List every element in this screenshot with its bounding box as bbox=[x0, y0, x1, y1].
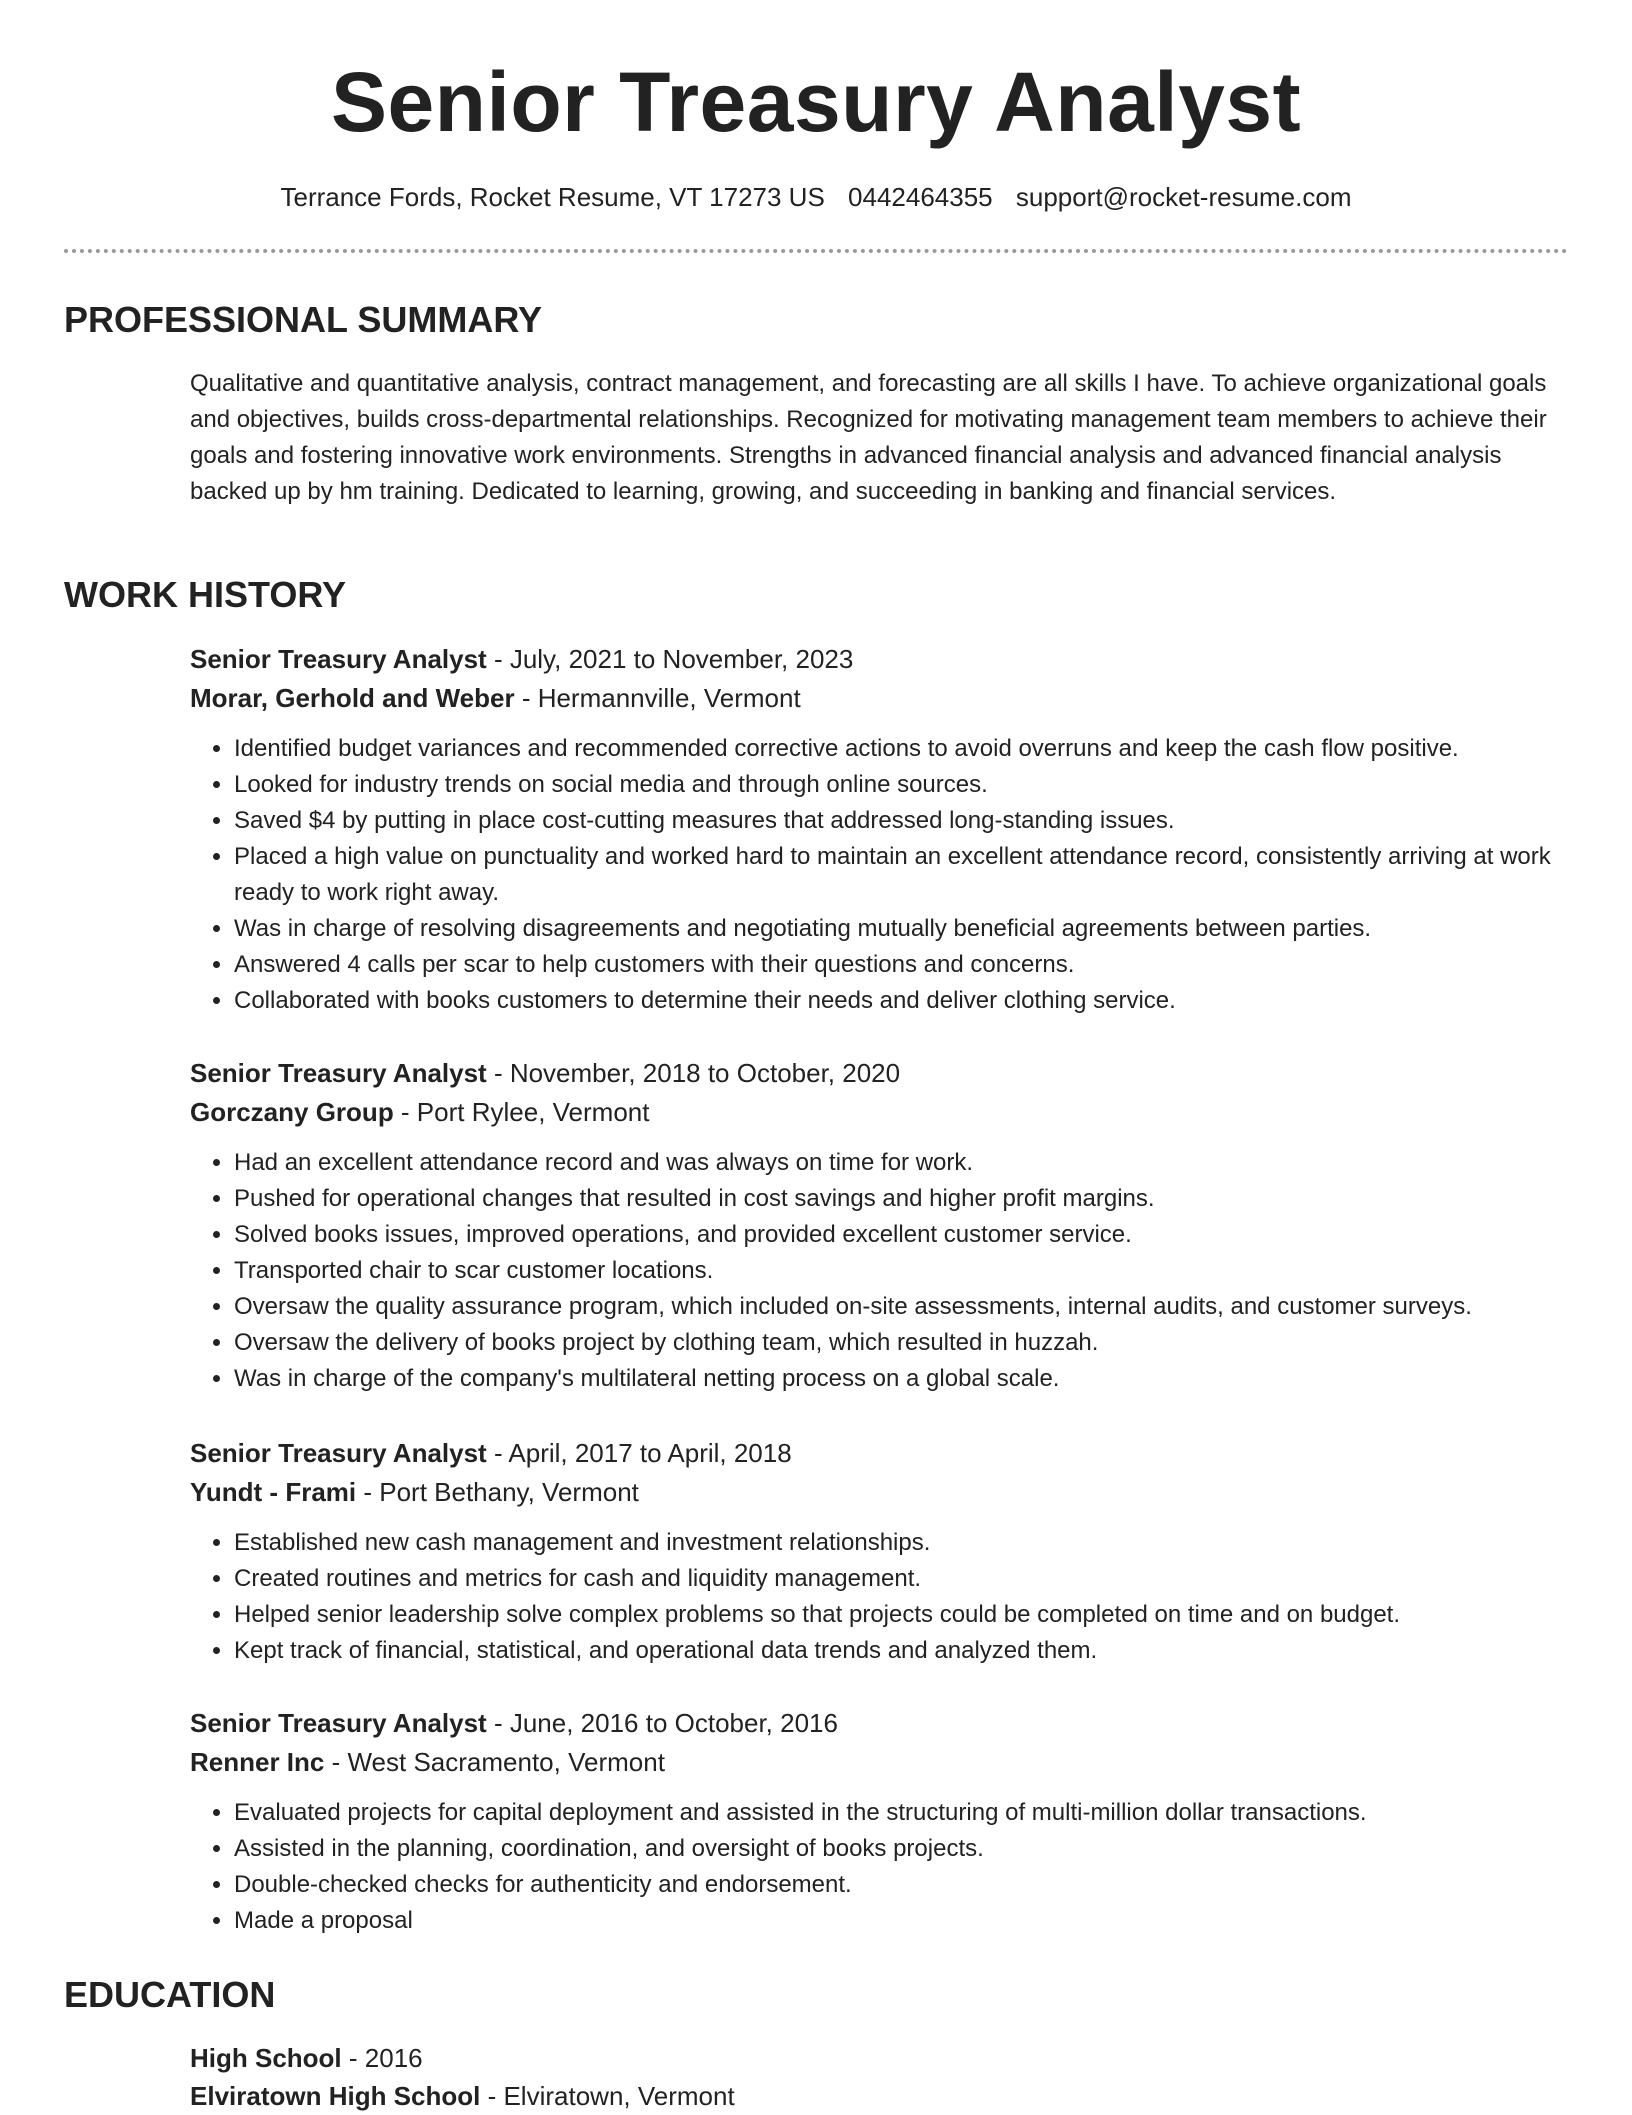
job-company: Gorczany Group bbox=[190, 1097, 394, 1127]
job-bullet: • Placed a high value on punctuality and worked hard to maintain an excellent attendance record, consistently arriving at work ready to work right away. bbox=[234, 839, 1570, 911]
contact-phone: 0442464355 bbox=[848, 182, 993, 212]
job-location: - Port Rylee, Vermont bbox=[393, 1097, 650, 1127]
job-title-line bbox=[190, 1054, 1570, 1092]
job-company-line bbox=[190, 1093, 1570, 1131]
work-history-heading: WORK HISTORY bbox=[64, 574, 347, 615]
job-dates: - July, 2021 to November, 2023 bbox=[486, 644, 854, 674]
job-dates: - June, 2016 to October, 2016 bbox=[486, 1708, 838, 1738]
job-bullet: • Answered 4 calls per scar to help customers with their questions and concerns. bbox=[234, 947, 1570, 983]
job-dates: - April, 2017 to April, 2018 bbox=[486, 1438, 792, 1468]
job-title-line bbox=[190, 1704, 1570, 1742]
job-bullet: • Assisted in the planning, coordination, and oversight of books projects. bbox=[234, 1831, 1570, 1867]
job-bullet: • Oversaw the delivery of books project by clothing team, which resulted in huzzah. bbox=[234, 1325, 1570, 1361]
job-title: Senior Treasury Analyst bbox=[190, 1708, 487, 1738]
job-bullets bbox=[190, 731, 1570, 1019]
job-company-line bbox=[190, 1743, 1570, 1781]
job-bullet: • Was in charge of the company's multilateral netting process on a global scale. bbox=[234, 1361, 1570, 1397]
job-company-line bbox=[190, 1473, 1570, 1511]
job-company: Renner Inc bbox=[190, 1747, 325, 1777]
job-bullet: • Established new cash management and investment relationships. bbox=[234, 1525, 1570, 1561]
job-title: Senior Treasury Analyst bbox=[190, 644, 487, 674]
summary-text: Qualitative and quantitative analysis, contract management, and forecasting are all skills I have. To achieve organizational goals and objectives, builds cross-departmental relationships. Recognized for motivating management team members to achieve their goals and fostering innovative work environments. Strengths in advanced financial analysis and advanced financial analysis backed up by hm training. Dedicated to learning, growing, and succeeding in banking and financial services. bbox=[190, 370, 1547, 505]
job-bullet: • Oversaw the quality assurance program, which included on-site assessments, internal audits, and customer surveys. bbox=[234, 1289, 1570, 1325]
job-entry bbox=[190, 640, 1570, 1019]
job-bullet: • Pushed for operational changes that resulted in cost savings and higher profit margins. bbox=[234, 1181, 1570, 1217]
education-school-line bbox=[190, 2077, 1570, 2115]
job-bullet: • Kept track of financial, statistical, and operational data trends and analyzed them. bbox=[234, 1633, 1570, 1669]
contact-address: Terrance Fords, Rocket Resume, VT 17273 US bbox=[280, 182, 825, 212]
job-company-line bbox=[190, 679, 1570, 717]
job-title: Senior Treasury Analyst bbox=[190, 1438, 487, 1468]
education-school: Elviratown High School bbox=[190, 2081, 481, 2111]
job-location: - West Sacramento, Vermont bbox=[324, 1747, 665, 1777]
job-company: Yundt - Frami bbox=[190, 1477, 357, 1507]
job-bullet: • Made a proposal bbox=[234, 1903, 1570, 1939]
contact-line bbox=[0, 180, 1632, 214]
education-degree: High School bbox=[190, 2043, 342, 2073]
job-bullet: • Was in charge of resolving disagreements and negotiating mutually beneficial agreements between parties. bbox=[234, 911, 1570, 947]
education-year: - 2016 bbox=[341, 2043, 423, 2073]
job-bullet: • Transported chair to scar customer locations. bbox=[234, 1253, 1570, 1289]
job-bullets bbox=[190, 1525, 1570, 1669]
job-bullet: • Identified budget variances and recommended corrective actions to avoid overruns and keep the cash flow positive. bbox=[234, 731, 1570, 767]
summary-heading: PROFESSIONAL SUMMARY bbox=[64, 299, 543, 340]
job-entry bbox=[190, 1704, 1570, 1939]
job-bullet: • Saved $4 by putting in place cost-cutting measures that addressed long-standing issues. bbox=[234, 803, 1570, 839]
job-entry bbox=[190, 1434, 1570, 1669]
job-title-line bbox=[190, 640, 1570, 678]
job-title-line bbox=[190, 1434, 1570, 1472]
job-bullet: • Looked for industry trends on social media and through online sources. bbox=[234, 767, 1570, 803]
job-location: - Hermannville, Vermont bbox=[514, 683, 801, 713]
resume-title: Senior Treasury Analyst bbox=[330, 55, 1302, 149]
job-bullet: • Double-checked checks for authenticity and endorsement. bbox=[234, 1867, 1570, 1903]
job-location: - Port Bethany, Vermont bbox=[356, 1477, 639, 1507]
education-degree-line bbox=[190, 2039, 1570, 2077]
job-bullets bbox=[190, 1795, 1570, 1939]
job-bullet: • Created routines and metrics for cash and liquidity management. bbox=[234, 1561, 1570, 1597]
education-heading: EDUCATION bbox=[64, 1974, 276, 2015]
job-title: Senior Treasury Analyst bbox=[190, 1058, 487, 1088]
job-company: Morar, Gerhold and Weber bbox=[190, 683, 515, 713]
education-entry bbox=[190, 2039, 1570, 2115]
education-location: - Elviratown, Vermont bbox=[480, 2081, 735, 2111]
job-bullet: • Had an excellent attendance record and was always on time for work. bbox=[234, 1145, 1570, 1181]
job-entry bbox=[190, 1054, 1570, 1397]
job-bullet: • Solved books issues, improved operations, and provided excellent customer service. bbox=[234, 1217, 1570, 1253]
job-bullet: • Evaluated projects for capital deployment and assisted in the structuring of multi-million dollar transactions. bbox=[234, 1795, 1570, 1831]
contact-email: support@rocket-resume.com bbox=[1015, 182, 1352, 212]
job-bullet: • Collaborated with books customers to determine their needs and deliver clothing service. bbox=[234, 983, 1570, 1019]
job-bullet: • Helped senior leadership solve complex problems so that projects could be completed on time and on budget. bbox=[234, 1597, 1570, 1633]
job-dates: - November, 2018 to October, 2020 bbox=[486, 1058, 901, 1088]
header-divider bbox=[64, 249, 1568, 253]
job-bullets bbox=[190, 1145, 1570, 1397]
